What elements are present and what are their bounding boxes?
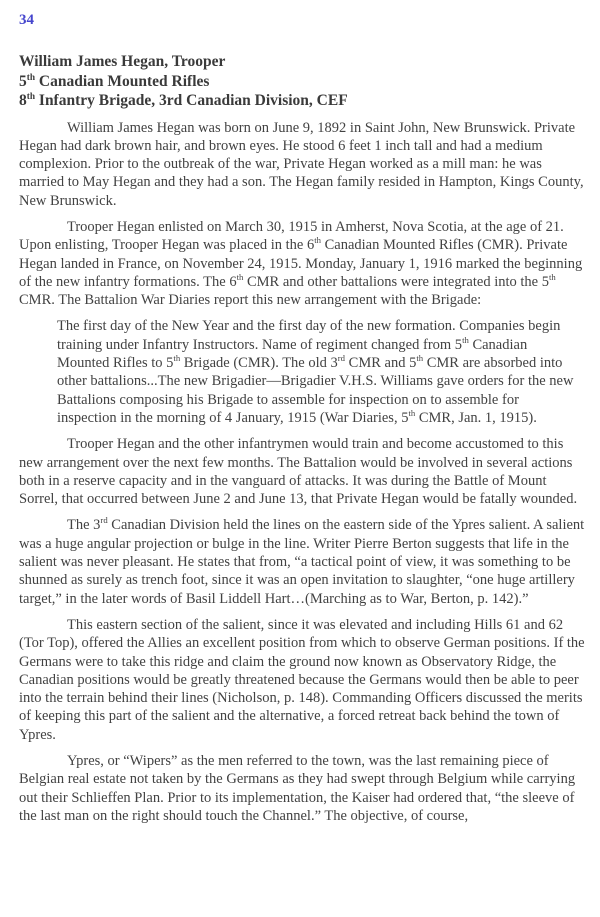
ordinal-superscript: th: [314, 235, 321, 246]
page-number: 34: [19, 12, 34, 28]
heading-line-brigade-division: 8th Infantry Brigade, 3rd Canadian Division, CEF: [19, 91, 348, 109]
paragraph-eastern-section: This eastern section of the salient, since it was elevated and including Hills 61 and 62 (Tor Top), offered the Allies an excellent position from which to observe German positions. If the Germans were to take this ridge and claim the ground now known as Observatory Ridge, the Canadian positions would be greatly threatened because the Germans would then be able to peer into the terrain behind their lines (Nicholson, p. 148). Commanding Officers discussed the merits of keeping this part of the salient and the alternative, a forced retreat back behind the town of Ypres.: [19, 616, 585, 743]
ordinal-superscript: th: [416, 353, 424, 364]
heading-line-regiment: 5th Canadian Mounted Rifles: [19, 72, 210, 90]
ordinal-superscript: th: [173, 353, 181, 364]
blockquote-war-diaries: The first day of the New Year and the first day of the new formation. Companies begin training under Infantry Instructors. Name of regiment changed from 5th Canadian Mounted Rifles to 5th Brigade (CMR). The old 3rd CMR and 5th CMR are absorbed into other battalions...The new Brigadier—Brigadier V.H.S. Williams gave orders for the new Battalions composing his Brigade to assemble for inspection on to assemble for inspection in the morning of 4 January, 1915 (War Diaries, 5th CMR, Jan. 1, 1915).: [57, 318, 574, 426]
ordinal-superscript: th: [26, 72, 36, 83]
ordinal-superscript: th: [236, 272, 244, 283]
heading-line-name-rank: William James Hegan, Trooper: [19, 53, 226, 70]
ordinal-superscript: th: [462, 334, 469, 345]
paragraph-wipers: Ypres, or “Wipers” as the men referred to the town, was the last remaining piece of Belgian real estate not taken by the Germans as they had swept through Belgium while carrying out their Schlieffen Plan. Prior to its implementation, the Kaiser had ordered that, “the sleeve of the last man on the right should touch the Channel.” The objective, of course,: [19, 753, 576, 824]
paragraph-biography: William James Hegan was born on June 9, 1892 in Saint John, New Brunswick. Private Hegan had dark brown hair, and brown eyes. He stood 6 feet 1 inch tall and had a medium complexion. Prior to the outbreak of the war, Private Hegan worked as a mill man: he was married to May Hegan and they had a son. The Hegan family resided in Hampton, Kings County, New Brunswick.: [19, 119, 584, 209]
paragraph-training: Trooper Hegan and the other infantrymen would train and become accustomed to this new arrangement over the next few months. The Battalion would be involved in several actions both in a reserve capacity and in the vanguard of attacks. It was during the Battle of Mount Sorrel, that occurred between June 2 and June 13, that Private Hegan would be fatally wounded.: [19, 436, 578, 508]
ordinal-superscript: rd: [100, 515, 108, 526]
ordinal-superscript: th: [408, 408, 416, 419]
ordinal-superscript: rd: [337, 353, 346, 364]
paragraph-enlistment: Trooper Hegan enlisted on March 30, 1915 in Amherst, Nova Scotia, at the age of 21. Upon enlisting, Trooper Hegan was placed in the 6th Canadian Mounted Rifles (CMR). Private Hegan landed in France, on November 24, 1915. Monday, January 1, 1916 marked the beginning of the new infantry formations. The 6th CMR and other battalions were integrated into the 5th CMR. The Battalion War Diaries report this new arrangement with the Brigade:: [19, 218, 583, 309]
paragraph-ypres-salient: The 3rd Canadian Division held the lines on the eastern side of the Ypres salient. A salient was a huge angular projection or bulge in the line. Writer Pierre Berton suggests that life in the salient was never pleasant. He states that from, “a tactical point of view, it was something to be shunned as surely as trench foot, since it was an open invitation to slaughter, “one huge artillery target,” in the later words of Basil Liddell Hart…(Marching as to War, Berton, p. 142).”: [19, 515, 585, 607]
ordinal-superscript: th: [548, 272, 556, 283]
ordinal-superscript: th: [26, 91, 36, 102]
document-heading: [19, 52, 585, 111]
document-body: [19, 119, 585, 826]
